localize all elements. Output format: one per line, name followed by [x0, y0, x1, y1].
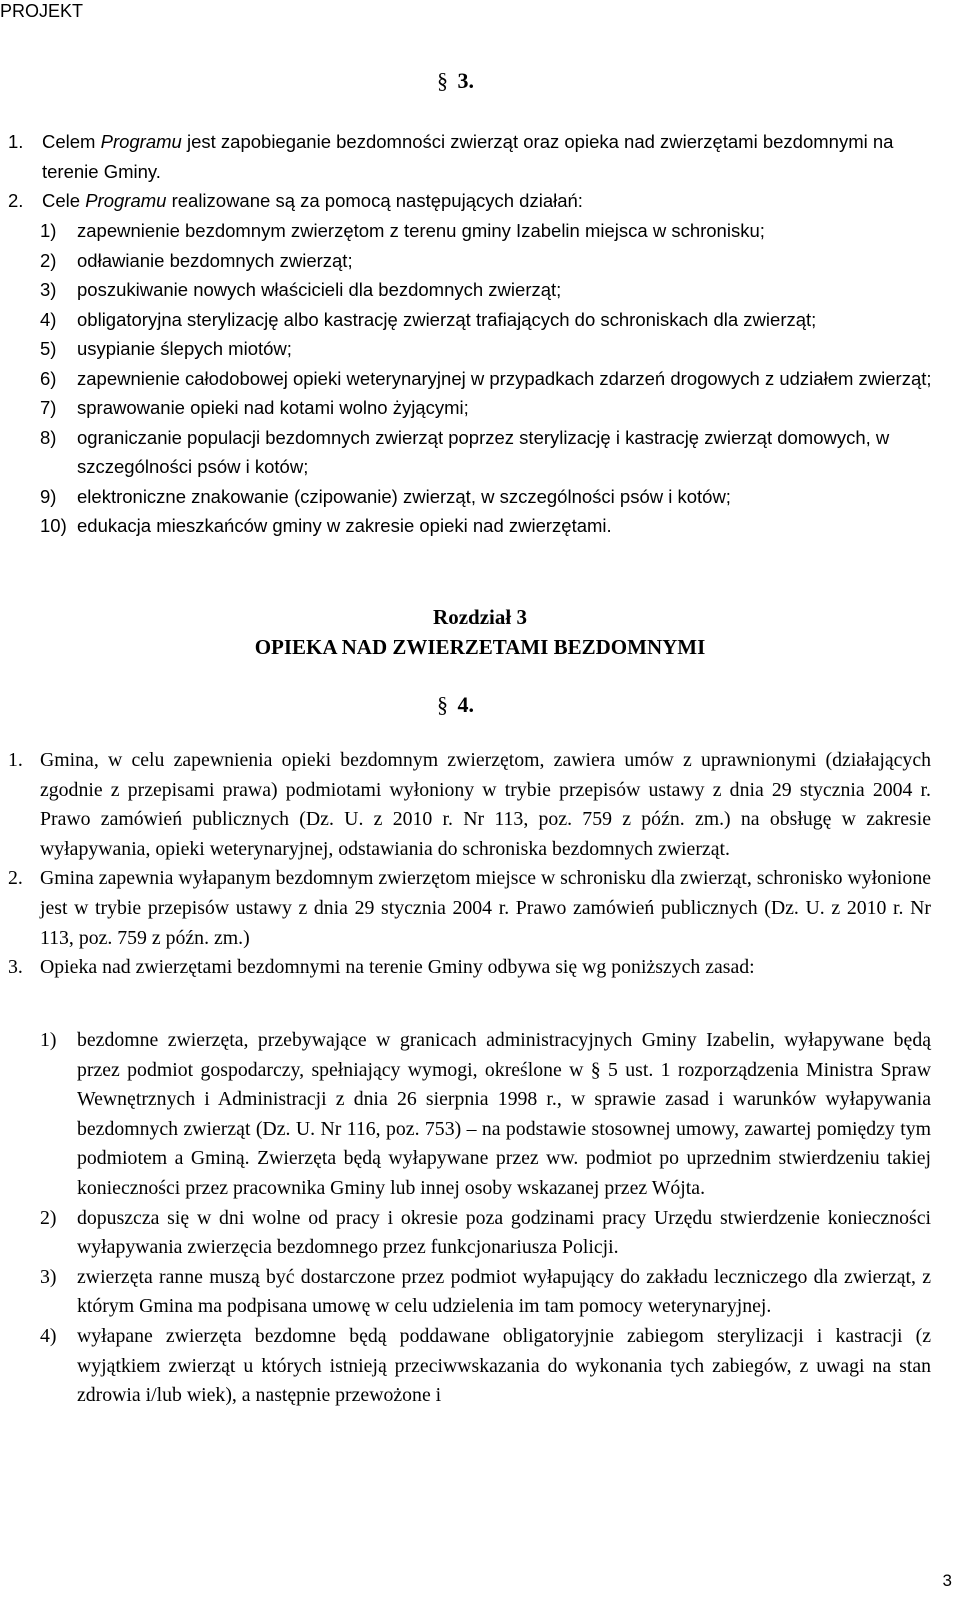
item-text: elektroniczne znakowanie (czipowanie) zwierząt, w szczególności psów i kotów; [77, 485, 731, 507]
paragraph-4-items [0, 746, 931, 983]
item-text: ograniczanie populacji bezdomnych zwierząt poprzez sterylizację i kastrację zwierząt domowych, w szczególności psów i kotów; [77, 426, 890, 477]
item-text: odławianie bezdomnych zwierząt; [77, 249, 353, 271]
list-item [0, 246, 940, 276]
item-number: 2) [40, 249, 57, 271]
list-item [0, 393, 940, 423]
list-item [0, 953, 931, 983]
item-text: zapewnienie bezdomnym zwierzętom z terenu gminy Izabelin miejsca w schronisku; [77, 220, 765, 241]
item-number: 6) [40, 367, 57, 389]
paragraph-number: 3. [457, 68, 474, 93]
item-number: 1) [40, 1029, 57, 1051]
list-item [0, 1322, 931, 1411]
list-item [0, 746, 931, 864]
list-item [0, 864, 931, 953]
item-text: Gmina, w celu zapewnienia opieki bezdomnym zwierzętom, zawiera umów z uprawnionymi (działających zgodnie z przepisami prawa) podmiotami wyłoniony w trybie przepisów ustawy z dnia 29 stycznia 2004 r. Prawo zamówień publicznych (Dz. U. z 2010 r. Nr 113, poz. 759 z późn. zm.) na obsługę w zakresie wyłapywania, opieki weterynaryjnej, odstawiania do schroniska bezdomnych zwierząt. [40, 749, 931, 860]
item-number: 4) [40, 1324, 57, 1347]
item-number: 10) [40, 515, 67, 536]
list-item [0, 1263, 931, 1322]
list-item [0, 334, 940, 364]
item-number: 2. [8, 867, 23, 890]
item-number: 2. [8, 190, 24, 211]
item-number: 1) [40, 220, 57, 241]
chapter-subtitle: OPIEKA NAD ZWIERZETAMI BEZDOMNYMI [254, 635, 706, 659]
paragraph-4-subitems [0, 1026, 931, 1411]
item-number: 3) [40, 279, 57, 300]
list-item [0, 305, 940, 335]
item-text: Gmina zapewnia wyłapanym bezdomnym zwierzętom miejsce w schronisku dla zwierząt, schronisko wyłonione jest w trybie przepisów ustawy z dnia 29 stycznia 2004 r. Prawo zamówień publicznych (Dz. U. z 2010 r. Nr 113, poz. 759 z późn. zm.) [40, 867, 931, 949]
item-text: dopuszcza się w dni wolne od pracy i okresie poza godzinami pracy Urzędu stwierdzenie konieczności wyłapywania zwierzęcia bezdomnego przez funkcjonariusza Policji. [77, 1206, 931, 1259]
list-item [0, 511, 940, 541]
list-item [0, 1026, 931, 1204]
item-text: obligatoryjna sterylizację albo kastrację zwierząt trafiających do schroniskach dla zwierząt; [77, 308, 817, 330]
list-item [0, 275, 940, 305]
item-number: 9) [40, 485, 57, 507]
item-text: Opieka nad zwierzętami bezdomnymi na terenie Gminy odbywa się wg poniższych zasad: [40, 956, 755, 979]
paragraph-4-heading [437, 694, 474, 716]
item-number: 3. [8, 956, 23, 979]
list-item [0, 216, 940, 246]
item-text: Cele Programu realizowane są za pomocą następujących działań: [42, 190, 583, 211]
item-text: bezdomne zwierzęta, przebywające w granicach administracyjnych Gminy Izabelin, wyłapywane będą przez podmiot gospodarczy, spełniający wymogi, określone w § 5 ust. 1 rozporządzenia Ministra Spraw Wewnętrznych i Administracji z dnia 26 sierpnia 1998 r., w sprawie zasad i warunków wyłapywania bezdomnych zwierząt (Dz. U. Nr 116, poz. 753) – na podstawie stosownej umowy, zawartej pomiędzy tym podmiotem a Gminą. Zwierzęta będą wyłapywane przez ww. podmiot po uprzednim stwierdzeniu takiej konieczności przez pracownika Gminy lub innej osoby wskazanej przez Wójta. [77, 1029, 931, 1199]
page-number: 3 [942, 1571, 952, 1590]
item-text: edukacja mieszkańców gminy w zakresie opieki nad zwierzętami. [77, 515, 612, 536]
list-item [0, 482, 940, 512]
item-number: 5) [40, 338, 57, 359]
paragraph-3-heading [437, 70, 474, 92]
list-item [0, 364, 940, 394]
paragraph-3-items [0, 127, 940, 216]
item-text: sprawowanie opieki nad kotami wolno żyjącymi; [77, 397, 469, 418]
section-symbol: § [437, 68, 448, 93]
item-number: 3) [40, 1265, 57, 1288]
section-symbol: § [437, 692, 448, 717]
item-text: wyłapane zwierzęta bezdomne będą poddawane obligatoryjnie zabiegom sterylizacji i kastracji (z wyjątkiem zwierząt u których istnieją przeciwwskazania do wykonania tych zabiegów, z uwagi na stan zdrowia i/lub wiek), a następnie przewożone i [77, 1324, 931, 1407]
item-text: zapewnienie całodobowej opieki weterynaryjnej w przypadkach zdarzeń drogowych z udziałem zwierząt; [77, 367, 932, 389]
item-text: Celem Programu jest zapobieganie bezdomności zwierząt oraz opieka nad zwierzętami bezdomnymi na terenie Gminy. [42, 131, 894, 182]
document-header: PROJEKT [0, 1, 84, 21]
item-number: 8) [40, 426, 57, 448]
item-number: 1. [8, 131, 24, 152]
list-item [0, 1204, 931, 1263]
item-number: 1. [8, 749, 23, 771]
list-item [0, 186, 940, 216]
item-number: 4) [40, 308, 57, 330]
list-item [0, 127, 940, 186]
item-number: 7) [40, 397, 57, 418]
item-number: 2) [40, 1206, 57, 1229]
item-text: zwierzęta ranne muszą być dostarczone przez podmiot wyłapujący do zakładu leczniczego dla zwierząt, z którym Gmina ma podpisana umowę w celu udzielenia im tam pomocy weterynaryjnej. [77, 1265, 931, 1318]
item-text: poszukiwanie nowych właścicieli dla bezdomnych zwierząt; [77, 279, 562, 300]
paragraph-3-subitems [0, 216, 940, 541]
chapter-title: Rozdział 3 [433, 605, 527, 629]
paragraph-number: 4. [457, 692, 474, 717]
item-text: usypianie ślepych miotów; [77, 338, 292, 359]
list-item [0, 423, 940, 482]
